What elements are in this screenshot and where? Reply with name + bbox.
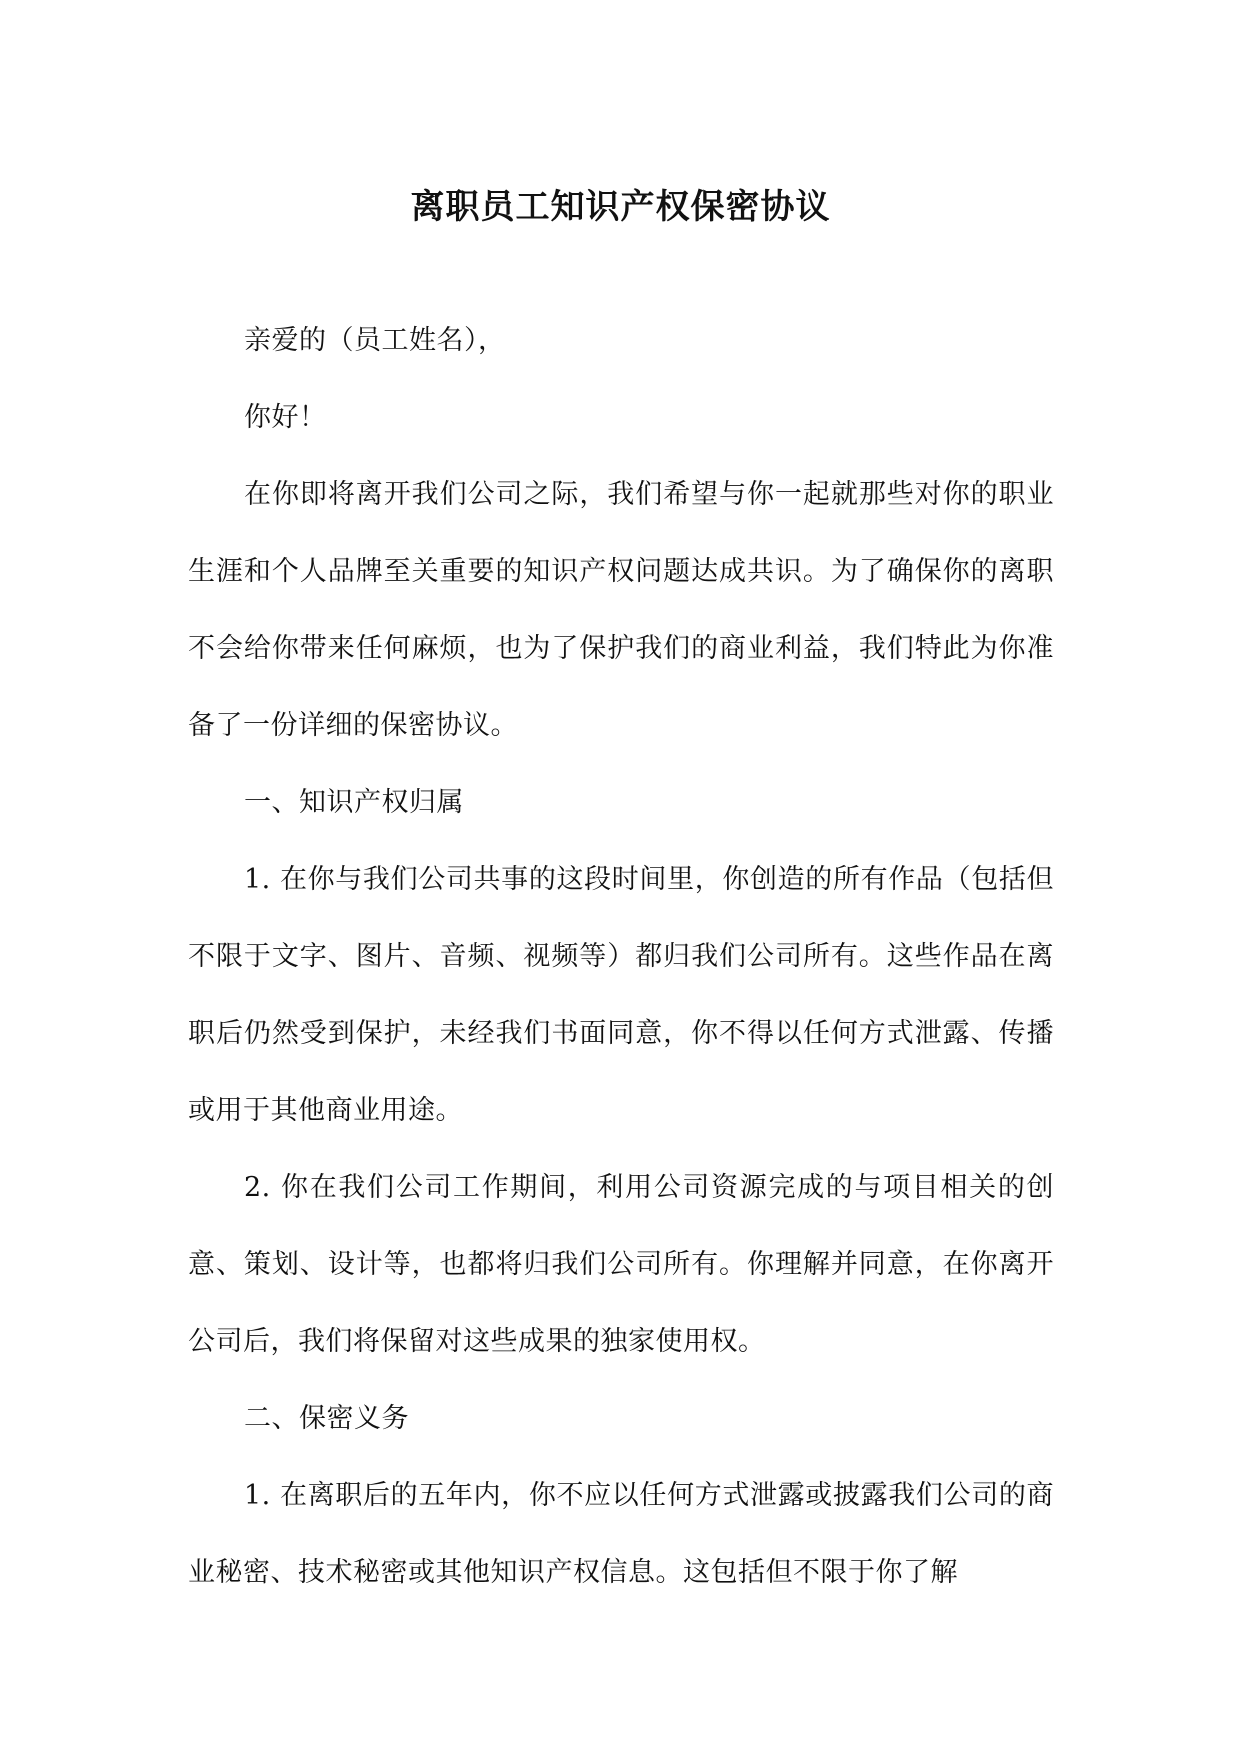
document-body: [188, 302, 1054, 1611]
section-heading-ip-ownership: 一、知识产权归属: [244, 787, 464, 818]
clause-1-1: 1. 在你与我们公司共事的这段时间里，你创造的所有作品（包括但不限于文字、图片、音频、视频等）都归我们公司所有。这些作品在离职后仍然受到保护，未经我们书面同意，你不得以任何方式泄露、传播或用于其他商业用途。: [188, 864, 1054, 1126]
clause-2-1: 1. 在离职后的五年内，你不应以任何方式泄露或披露我们公司的商业秘密、技术秘密或其他知识产权信息。这包括但不限于你了解: [188, 1480, 1054, 1588]
greeting: 你好！: [244, 402, 327, 433]
section-heading-confidentiality: 二、保密义务: [244, 1403, 409, 1434]
salutation: 亲爱的（员工姓名），: [244, 325, 506, 356]
document-title: 离职员工知识产权保密协议: [410, 187, 831, 227]
clause-1-2: 2. 你在我们公司工作期间，利用公司资源完成的与项目相关的创意、策划、设计等，也都将归我们公司所有。你理解并同意，在你离开公司后，我们将保留对这些成果的独家使用权。: [188, 1172, 1054, 1357]
intro-paragraph: 在你即将离开我们公司之际，我们希望与你一起就那些对你的职业生涯和个人品牌至关重要的知识产权问题达成共识。为了确保你的离职不会给你带来任何麻烦，也为了保护我们的商业利益，我们特此为你准备了一份详细的保密协议。: [188, 479, 1054, 741]
